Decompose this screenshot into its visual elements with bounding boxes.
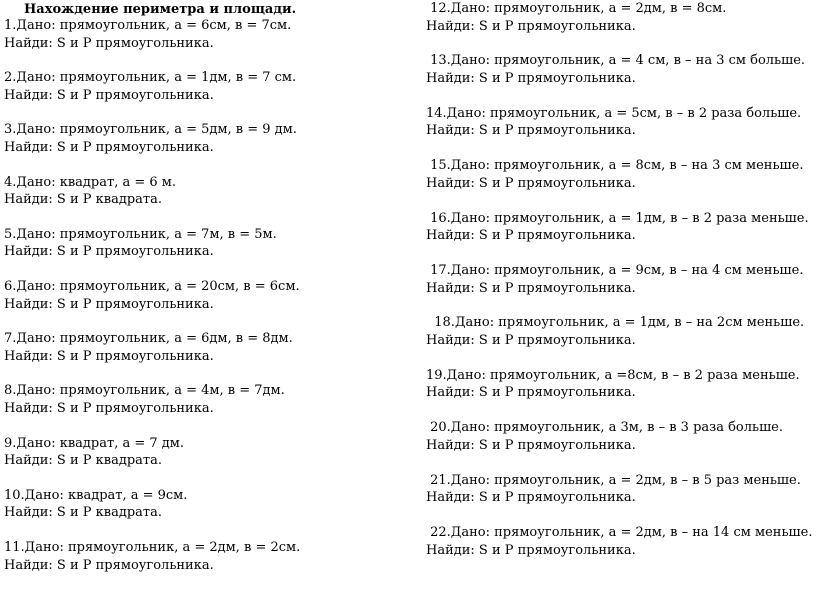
task-item	[4, 17, 291, 52]
task-find: Найди: S и Р прямоугольника.	[4, 139, 214, 155]
task-item	[426, 262, 803, 297]
task-item	[4, 487, 187, 522]
task-find: Найди: S и Р прямоугольника.	[426, 70, 636, 86]
task-find: Найди: S и Р прямоугольника.	[426, 123, 636, 139]
task-given: 2.Дано: прямоугольник, а = 1дм, в = 7 см.	[4, 70, 297, 86]
task-given: 21.Дано: прямоугольник, а = 2дм, в – в 5 раз меньше.	[426, 472, 801, 488]
task-find: Найди: S и Р прямоугольника.	[4, 400, 214, 416]
task-find: Найди: S и Р квадрата.	[4, 192, 162, 208]
task-find: Найди: S и Р прямоугольника.	[4, 348, 214, 364]
task-item	[426, 210, 809, 245]
task-find: Найди: S и Р прямоугольника.	[4, 35, 214, 51]
task-given: 6.Дано: прямоугольник, а = 20см, в = 6см.	[4, 279, 300, 294]
task-find: Найди: S и Р прямоугольника.	[4, 557, 214, 573]
task-item	[426, 0, 726, 35]
task-given: 4.Дано: квадрат, а = 6 м.	[4, 174, 177, 190]
task-given: 7.Дано: прямоугольник, а = 6дм, в = 8дм.	[4, 331, 293, 347]
task-find: Найди: S и Р квадрата.	[4, 505, 162, 521]
task-item	[4, 278, 300, 313]
task-item	[4, 174, 176, 209]
task-item	[4, 226, 277, 261]
task-item	[426, 524, 812, 559]
task-find: Найди: S и Р прямоугольника.	[426, 385, 636, 401]
task-find: Найди: S и Р прямоугольника.	[4, 296, 214, 312]
task-item	[4, 330, 293, 365]
task-given: 1.Дано: прямоугольник, а = 6см, в = 7см.	[4, 18, 292, 33]
task-given: 16.Дано: прямоугольник, а = 1дм, в – в 2 раза меньше.	[426, 210, 809, 226]
task-item	[426, 314, 804, 349]
task-given: 11.Дано: прямоугольник, а = 2дм, в = 2см.	[4, 540, 301, 555]
task-find: Найди: S и Р прямоугольника.	[426, 490, 636, 506]
task-given: 3.Дано: прямоугольник, а = 5дм, в = 9 дм.	[4, 122, 297, 138]
task-given: 9.Дано: квадрат, а = 7 дм.	[4, 435, 185, 451]
task-given: 19.Дано: прямоугольник, а =8см, в – в 2 раза меньше.	[426, 367, 800, 383]
task-find: Найди: S и Р прямоугольника.	[426, 228, 636, 244]
task-given: 17.Дано: прямоугольник, а = 9см, в – на 4 см меньше.	[426, 263, 804, 278]
task-given: 8.Дано: прямоугольник, а = 4м, в = 7дм.	[4, 383, 285, 399]
task-item	[426, 105, 801, 140]
task-item	[4, 435, 184, 470]
task-find: Найди: S и Р прямоугольника.	[426, 175, 636, 191]
task-item	[4, 382, 285, 417]
task-item	[426, 472, 801, 507]
task-find: Найди: S и Р прямоугольника.	[426, 332, 636, 348]
task-given: 13.Дано: прямоугольник, а = 4 см, в – на 3 см больше.	[426, 53, 806, 69]
task-given: 12.Дано: прямоугольник, а = 2дм, в = 8см.	[426, 1, 727, 16]
task-item	[4, 539, 300, 574]
task-item	[426, 367, 800, 402]
task-find: Найди: S и Р прямоугольника.	[426, 18, 636, 34]
task-given: 5.Дано: прямоугольник, а = 7м, в = 5м.	[4, 226, 277, 242]
task-item	[426, 419, 783, 454]
task-item	[4, 69, 296, 104]
task-given: 14.Дано: прямоугольник, а = 5см, в – в 2 раза больше.	[426, 105, 802, 121]
task-find: Найди: S и Р прямоугольника.	[4, 87, 214, 103]
task-item	[4, 121, 297, 156]
task-given: 20.Дано: прямоугольник, а 3м, в – в 3 раза больше.	[426, 420, 784, 436]
task-find: Найди: S и Р прямоугольника.	[426, 437, 636, 453]
worksheet-title: Нахождение периметра и площади.	[24, 2, 297, 17]
task-item	[426, 157, 803, 192]
task-find: Найди: S и Р квадрата.	[4, 453, 162, 469]
task-find: Найди: S и Р прямоугольника.	[4, 244, 214, 260]
task-given: 10.Дано: квадрат, а = 9см.	[4, 487, 188, 503]
task-given: 18.Дано: прямоугольник, а = 1дм, в – на 2см меньше.	[426, 315, 805, 331]
task-given: 22.Дано: прямоугольник, а = 2дм, в – на 14 см меньше.	[426, 525, 813, 540]
task-given: 15.Дано: прямоугольник, а = 8см, в – на 3 см меньше.	[426, 158, 804, 174]
task-item	[426, 52, 805, 87]
task-find: Найди: S и Р прямоугольника.	[426, 280, 636, 296]
task-find: Найди: S и Р прямоугольника.	[426, 542, 636, 558]
